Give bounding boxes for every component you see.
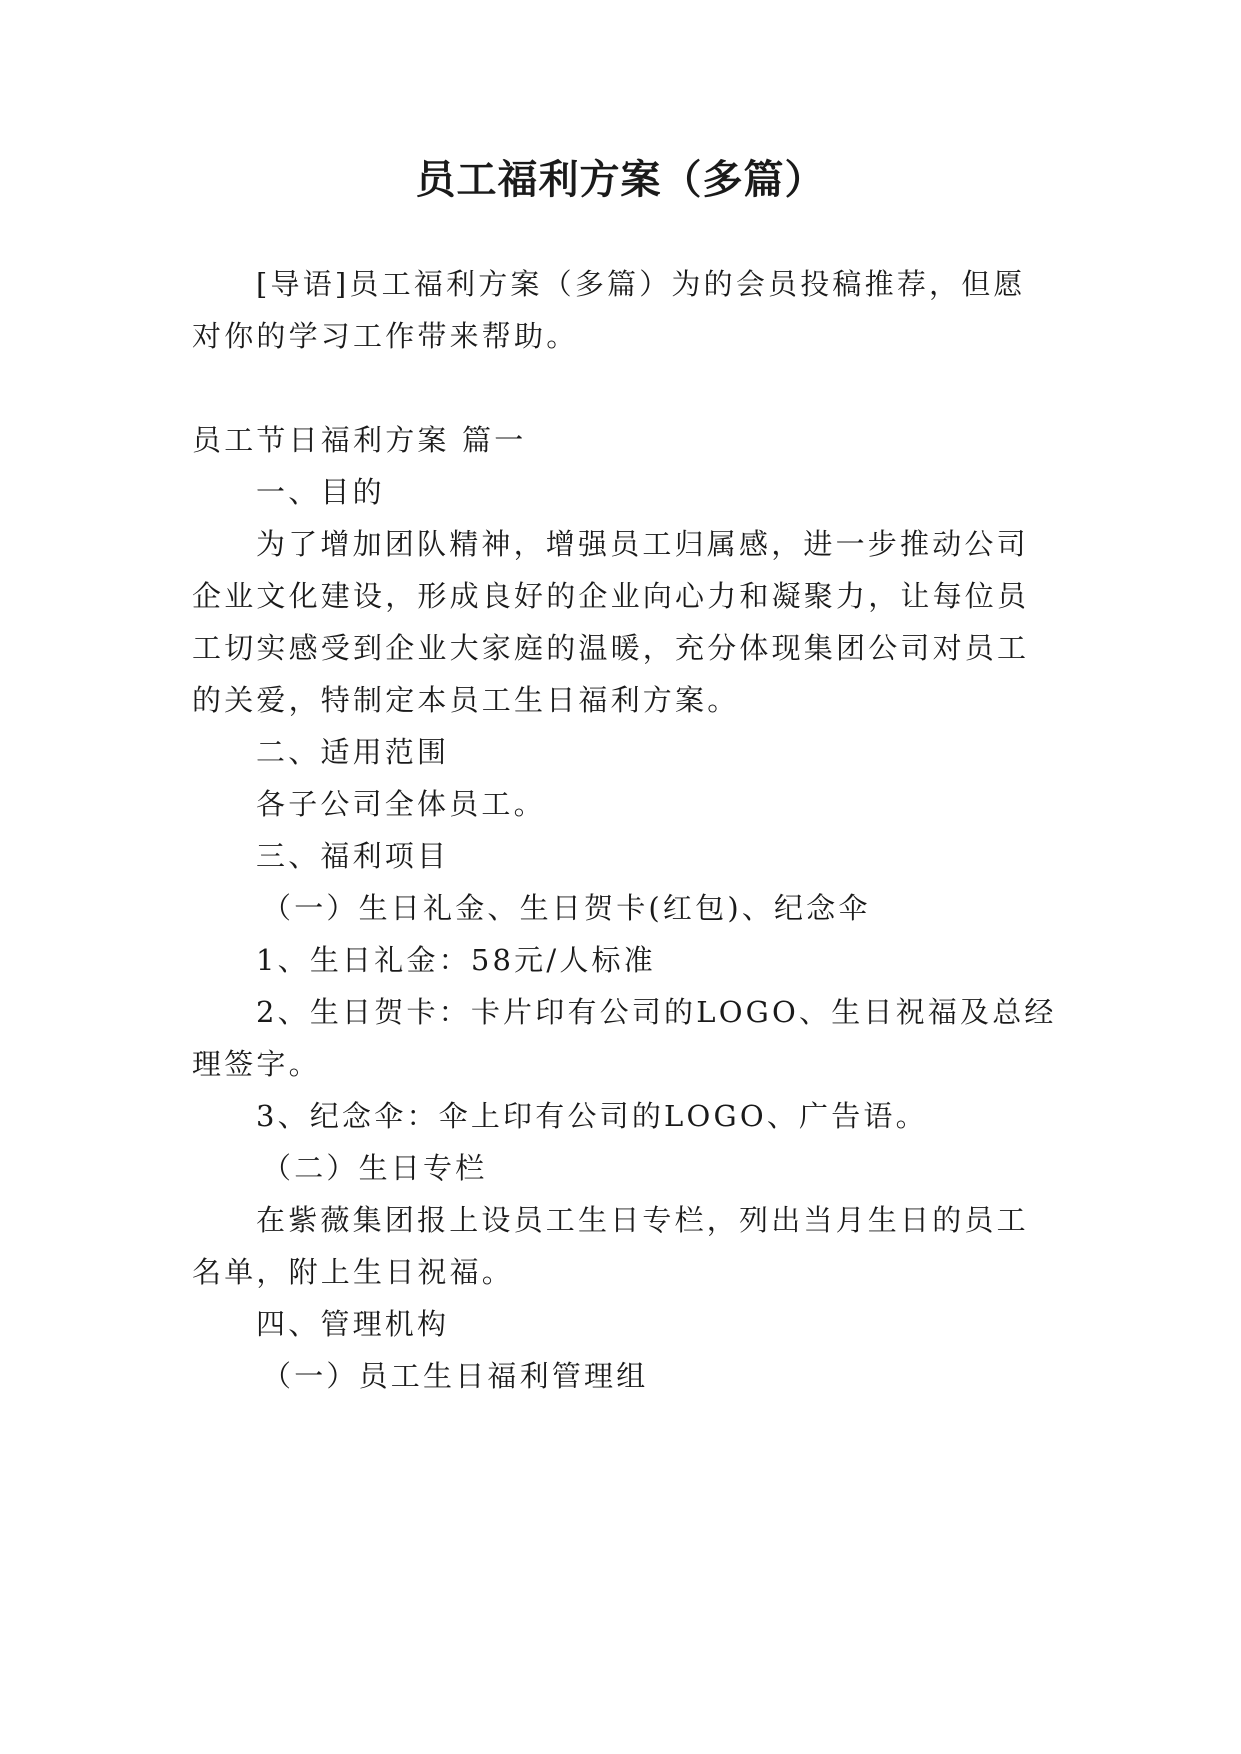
document-title: 员工福利方案（多篇） [415,157,826,203]
heading-scope: 二、适用范围 [256,735,450,769]
column-line-1: 在紫薇集团报上设员工生日专栏，列出当月生日的员工 [256,1203,1029,1237]
intro-line-2: 对你的学习工作带来帮助。 [192,319,579,353]
purpose-line-3: 工切实感受到企业大家庭的温暖，充分体现集团公司对员工 [192,631,1030,665]
item-birthday-money: 1、生日礼金：58元/人标准 [256,943,656,977]
subheading-management-group: （一）员工生日福利管理组 [262,1359,649,1393]
section-heading: 员工节日福利方案 篇一 [192,423,527,457]
item-umbrella: 3、纪念伞：伞上印有公司的LOGO、广告语。 [256,1099,928,1133]
subheading-column: （二）生日专栏 [262,1151,488,1185]
purpose-line-4: 的关爱，特制定本员工生日福利方案。 [192,683,740,717]
heading-items: 三、福利项目 [256,839,450,873]
purpose-line-2: 企业文化建设，形成良好的企业向心力和凝聚力，让每位员 [192,579,1030,613]
column-line-2: 名单，附上生日祝福。 [192,1255,515,1289]
subheading-gifts: （一）生日礼金、生日贺卡(红包)、纪念伞 [262,891,871,925]
scope-text: 各子公司全体员工。 [256,787,546,821]
purpose-line-1: 为了增加团队精神，增强员工归属感，进一步推动公司 [256,527,1029,561]
heading-purpose: 一、目的 [256,475,385,509]
intro-line-1: [导语]员工福利方案（多篇）为的会员投稿推荐，但愿 [256,267,1026,301]
item-birthday-card-line-2: 理签字。 [192,1047,321,1081]
heading-management: 四、管理机构 [256,1307,450,1341]
item-birthday-card-line-1: 2、生日贺卡：卡片印有公司的LOGO、生日祝福及总经 [256,995,1057,1029]
